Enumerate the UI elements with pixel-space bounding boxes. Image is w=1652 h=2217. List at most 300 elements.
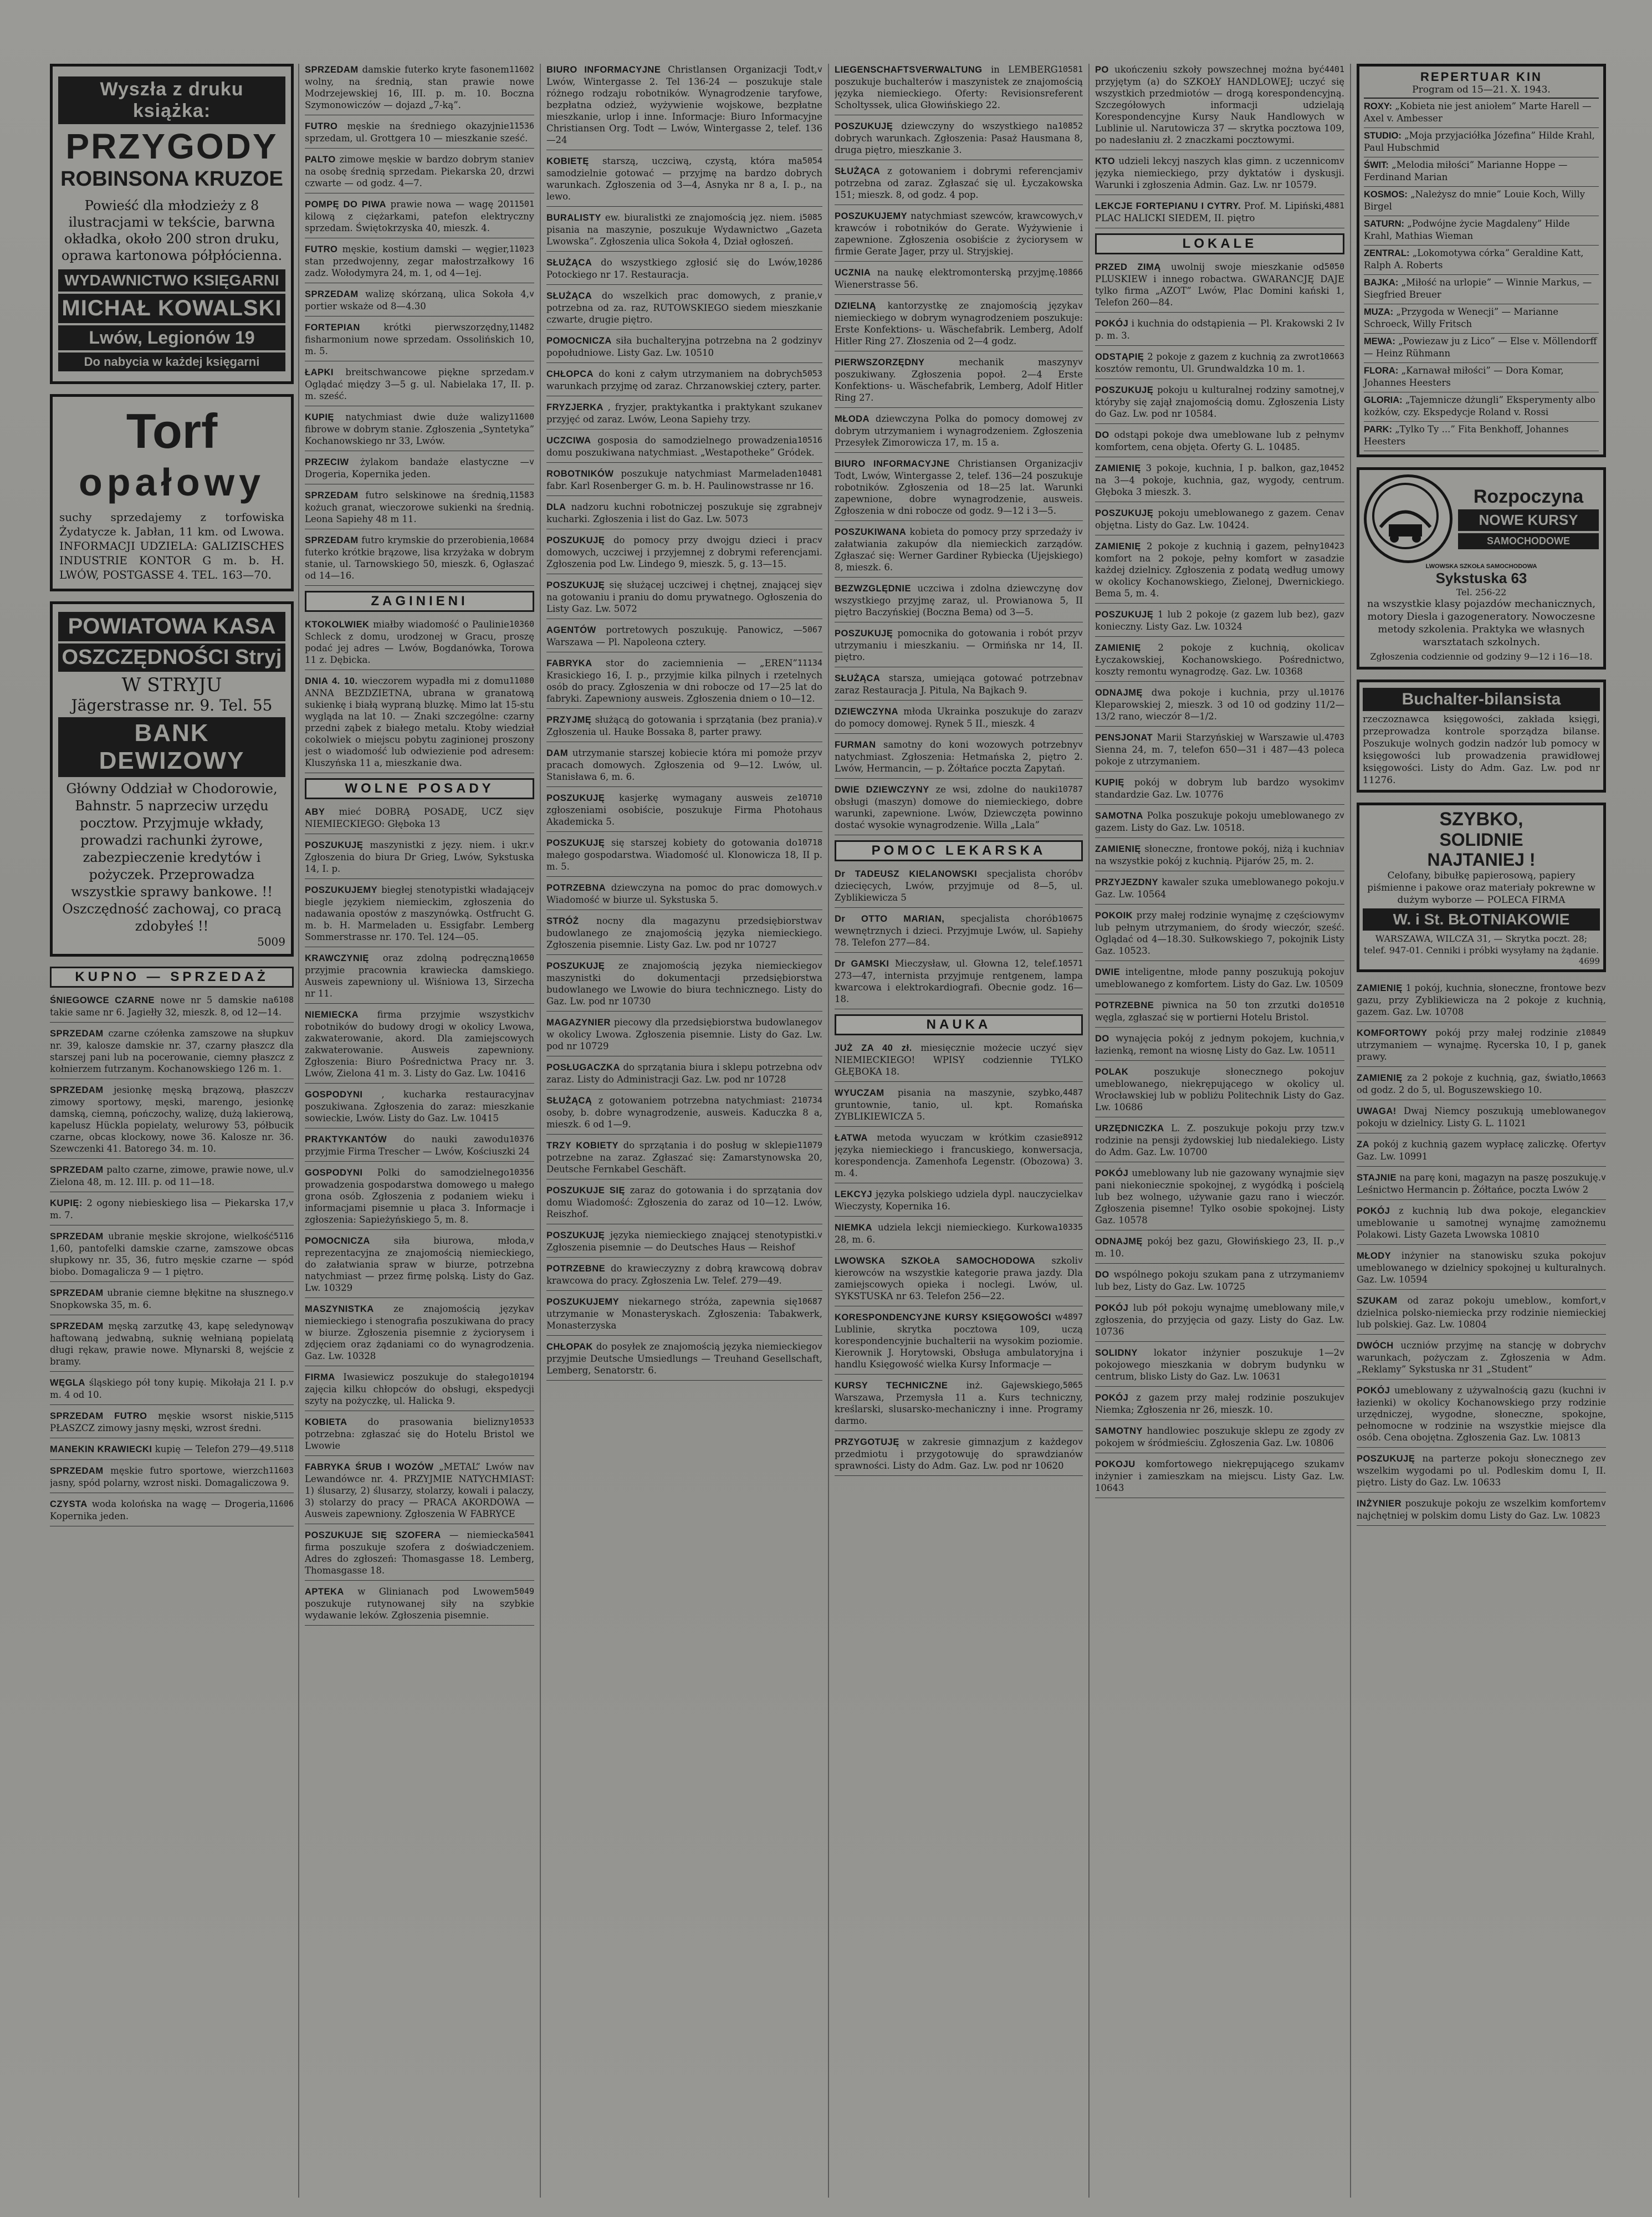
ad-text: do sprzątania i do posług w sklepie potrzebne na zaraz. Zgłaszać się: Zamarstynowska 20, Deutsche Fernkabel Geschäft. xyxy=(546,1140,822,1174)
ad-number: 10684 xyxy=(509,535,534,545)
classified-ad xyxy=(1357,1385,1606,1448)
ad-text: pokój z kuchnią gazem wypłacę zaliczkę. Oferty Gaz. Lw. 10991 xyxy=(1357,1139,1601,1162)
ad-lead: POSZUKUJĘ xyxy=(546,535,605,545)
classified-ad xyxy=(1095,642,1344,682)
ad-text: dziewczyna na pomoc do prac domowych. Wiadomość w biurze ul. Sykstuska 5. xyxy=(546,882,817,905)
ad-text: przy małej rodzinie wynajmę z częściowym lub pełnym utrzymaniem, do środy wieczór, sześć. Oglądać od 4—18.30. Sułkowskiego 7, pokojnik Listy Gaz. 10523. xyxy=(1095,910,1344,956)
ad-number: 10581 xyxy=(1057,64,1083,74)
ad-number: 5065 xyxy=(1062,1380,1083,1390)
ad-number: 11134 xyxy=(797,658,822,668)
ad-lead: ZA xyxy=(1357,1140,1369,1150)
section-header-pomoc-lekarska: POMOC LEKARSKA xyxy=(835,840,1083,861)
cinema-item xyxy=(1364,334,1599,363)
ad-lead: FABRYKA ŚRUB I WOZÓW xyxy=(305,1462,434,1472)
ad-number: 11482 xyxy=(509,322,534,332)
classified-ad xyxy=(546,155,822,207)
bank-ad-line2: OSZCZĘDNOŚCI Stryj xyxy=(58,643,285,672)
ad-number: 4881 xyxy=(1324,201,1344,211)
ad-number: v xyxy=(1077,527,1083,537)
driving-school-ad xyxy=(1357,467,1606,670)
classified-ad xyxy=(50,1410,294,1438)
classified-ad xyxy=(835,413,1083,453)
ad-number: v xyxy=(529,154,534,164)
col1-ads xyxy=(50,994,294,1526)
classified-ad xyxy=(835,739,1083,779)
classified-ad xyxy=(305,1089,534,1128)
ad-lead: DAM xyxy=(546,748,569,758)
classified-ad xyxy=(1095,1269,1344,1297)
ad-number: 10663 xyxy=(1581,1072,1606,1082)
ad-lead: POKÓJ xyxy=(1095,1393,1129,1403)
ad-lead: POMOCNICZA xyxy=(305,1236,370,1246)
ad-lead: Dr TADEUSZ KIELANOWSKI xyxy=(835,869,978,879)
ad-lead: SŁUŻĄCA xyxy=(835,673,881,683)
ad-text: miałby wiadomość o Paulinie Schleck z domu, urodzonej w Gracu, proszę podać jej adres — Lwów, Bogdanówka, Torowa 11 z. Dębicka. xyxy=(305,619,534,665)
ad-text: breitschwancowe piękne sprzedam. Oglądać między 3—5 g. ul. Nabielaka 17, II. p. m. sześć. xyxy=(305,367,534,401)
ad-number: v xyxy=(1077,673,1083,683)
ad-text: starszą, uczciwą, czystą, która ma samodzielnie gotować — przyjmę na bardzo dobrych warunkach. Zgłoszenia od 3—4, Asnyka nr 8 a, I. p., na lewo. xyxy=(546,156,822,202)
classified-ad xyxy=(50,1230,294,1282)
classified-ad xyxy=(835,706,1083,734)
classified-ad xyxy=(835,784,1083,835)
ad-text: wieczorem wypadła mi z domu ANNA BEZDZIETNA, ubrana w granatową sukienkę i białą wypraną bluzkę. Mimo lat 15-stu wygląda na lat 10. — Znaki szczególne: czarny przedni ząbek z białego metalu. Ktoby wiedział cokolwiek o miejscu pobytu zaginionej proszony jest o wiadomość lub odwiezienie pod adresem: Kluszyńska 11 a, mieszkanie dwa. xyxy=(305,676,534,768)
column-4 xyxy=(835,64,1083,2203)
cinema-name: MUZA: xyxy=(1364,307,1394,317)
ad-number: v xyxy=(529,289,534,299)
ad-number: v xyxy=(1600,983,1606,993)
ad-number: v xyxy=(1600,1498,1606,1508)
cinema-item xyxy=(1364,187,1599,216)
ad-number: 10663 xyxy=(1319,351,1344,361)
ad-number: 11603 xyxy=(268,1465,294,1475)
classified-ad xyxy=(546,1016,822,1056)
ad-text: krótki pierwszorzędny, fisharmonium nowe sprzedam. Ossolińskich 10, m. 5. xyxy=(305,322,534,356)
classified-ad xyxy=(835,583,1083,622)
ad-number: v xyxy=(1600,1340,1606,1350)
classified-ad xyxy=(546,212,822,252)
ad-lead: GOSPODYNI xyxy=(305,1090,363,1100)
ad-number: 10335 xyxy=(1057,1222,1083,1232)
column-5 xyxy=(1095,64,1344,2203)
driving-ad-head1: Rozpoczyna xyxy=(1473,486,1584,507)
ad-lead: BURALISTY xyxy=(546,213,601,223)
paper-ad xyxy=(1357,803,1606,972)
classified-ad xyxy=(546,1184,822,1224)
classified-ad xyxy=(50,1028,294,1079)
section-header-lokale: LOKALE xyxy=(1095,233,1344,254)
ad-number: v xyxy=(1077,1437,1083,1447)
cinema-name: MEWA: xyxy=(1364,336,1395,346)
cinema-item xyxy=(1364,275,1599,304)
ad-lead: TRZY KOBIETY xyxy=(546,1141,619,1151)
ad-text: Prof. M. Lipiński, PLAC HALICKI SIEDEM, II. piętro xyxy=(1095,201,1324,223)
ad-number: v xyxy=(1077,706,1083,716)
cinema-item xyxy=(1364,363,1599,392)
ad-number: v xyxy=(1600,1106,1606,1116)
ad-lead: POLAK xyxy=(1095,1067,1129,1077)
ad-number: 10360 xyxy=(509,619,534,629)
classified-ad xyxy=(1357,1027,1606,1067)
classified-ad xyxy=(835,627,1083,667)
ad-lead: KURSY TECHNICZNE xyxy=(835,1381,948,1391)
ad-text: nadzoru kuchni robotniczej poszukuje się zgrabnej kucharki. Zgłoszenia i list do Gaz. Lw. 5073 xyxy=(546,502,817,524)
ad-text: biegłej stenotypistki władającej biegle językiem niemieckim, zgłoszenia do nadawania opostów z maszynówką. Ostfrucht G. m. b. H. Marmeladen u. Essigfabr. Lemberg Sommerstrasse nr. 170. Tel. 124—05. xyxy=(305,885,534,942)
ad-lead: DO xyxy=(1095,1034,1109,1044)
ad-text: umeblowany z używalnością gazu (kuchni i łazienki) w okolicy Kochanowskiego przy rodzinie urzędniczej, wygodne, słoneczne, spokojne, pełnomocne w rodzinie na wszystkie miejsce dla osób. Cena obojętna. Zgłoszenia Gaz. Lw. 10813 xyxy=(1357,1385,1606,1443)
classified-ad xyxy=(546,657,822,709)
ad-text: handlowiec poszukuje sklepu ze zgody z pokojem w śródmieściu. Zgłoszenia Gaz. Lw. 10806 xyxy=(1095,1426,1339,1448)
ad-text: młoda Ukrainka poszukuje do zaraz do pomocy domowej. Rynek 5 II., mieszk. 4 xyxy=(835,706,1078,729)
ad-lead: DWÓCH xyxy=(1357,1341,1394,1351)
ad-number: v xyxy=(1339,385,1344,395)
classified-ad xyxy=(50,1320,294,1372)
ad-text: Polka poszukuje pokoju umeblowanego z gazem. Listy do Gaz. Lw. 10518. xyxy=(1095,810,1339,833)
classified-ad xyxy=(1095,732,1344,772)
col2-ads-b xyxy=(305,619,534,773)
ad-lead: SAMOTNA xyxy=(1095,811,1143,821)
ad-number: v xyxy=(817,580,822,590)
ad-lead: KUPIĘ xyxy=(1095,778,1124,788)
ad-text: inteligentne, młode panny poszukują pokoju umeblowanego z komfortem. Listy do Gaz. Lw. 10509 xyxy=(1095,967,1343,989)
cinema-item xyxy=(1364,99,1599,128)
ad-number: v xyxy=(529,1089,534,1099)
ad-text: — niemiecka firma poszukuje szofera z doświadczeniem. Adres do zgłoszeń: Thomasgasse 18. Lemberg, Thomasgasse 18. xyxy=(305,1530,534,1576)
ad-lead: CZYSTA xyxy=(50,1499,88,1509)
ad-number: v xyxy=(1339,1033,1344,1043)
ad-lead: SPRZEDAM xyxy=(305,491,359,500)
ad-number: v xyxy=(1600,1295,1606,1305)
ad-number: v xyxy=(817,290,822,300)
ad-lead: KRAWCZYNIĘ xyxy=(305,953,369,963)
ad-text: umeblowany lub nie gazowany wynajmie się pani niekoniecznie spokojnej, z wygódką i pościelą lub bez wolnego, używanie gazu rano i wieczór. Zgłoszenia pisemne! Tylko osobie spokojnej. Listy Gaz. 10578 xyxy=(1095,1168,1344,1225)
classified-ad xyxy=(546,1296,822,1336)
ad-number: 10849 xyxy=(1581,1028,1606,1038)
ad-number: v xyxy=(817,64,822,74)
ad-lead: NIEMKA xyxy=(835,1223,873,1233)
ad-text: się służącej uczciwej i chętnej, znającej się na gotowaniu i praniu do domu prywatnego. Ogłoszenia do Listy Gaz. Lw. 5072 xyxy=(546,580,822,614)
book-ad-address: Lwów, Legionów 19 xyxy=(58,325,285,350)
classified-ad xyxy=(835,526,1083,578)
classified-ad xyxy=(305,1303,534,1366)
classified-ad xyxy=(50,1377,294,1405)
classified-ad xyxy=(50,1164,294,1192)
ad-text: 2 pokoje z gazem z kuchnią za zwrot kosztów remontu, Ul. Grundwaldzka 10 m. 1. xyxy=(1095,351,1319,374)
classified-ad xyxy=(546,624,822,652)
ad-number: v xyxy=(1339,777,1344,787)
ad-text: z gotowaniem i dobrymi referencjami potrzebna od zaraz. Zgłaszać się ul. Łyczakowska 151; mieszk. 8, od godz. 4 pop. xyxy=(835,166,1083,200)
ad-text: pokój bez gazu, Głowińskiego 23, II. p., m. 10. xyxy=(1095,1236,1339,1259)
cinema-item xyxy=(1364,128,1599,157)
cinema-name: KOSMOS: xyxy=(1364,190,1408,200)
torf-ad-subtitle: opałowy xyxy=(78,461,265,504)
ad-text: siła biurowa, młoda, reprezentacyjna ze znajomością niemieckiego, do załatwiania spraw w biurze, potrzebna natychmiast — przez firmę polską. Listy do Gaz. Lw. 10329 xyxy=(305,1235,534,1293)
ad-text: od zaraz pokoju umeblow., komfort, dzielnica polsko-niemiecka przy rodzinie niemieckiej lub polskiej. Gaz. Lw. 10804 xyxy=(1357,1295,1606,1330)
buchalter-ad-title: Buchalter-bilansista xyxy=(1363,688,1600,711)
classified-ad xyxy=(1095,1458,1344,1498)
ad-number: v xyxy=(1600,1453,1606,1463)
ad-lead: POSZUKUJE SIĘ xyxy=(546,1186,625,1196)
classified-ad xyxy=(305,288,534,316)
ad-text: pokoju umeblowanego z gazem. Cena objętna. Listy do Gaz. Lw. 10424. xyxy=(1095,508,1339,530)
ad-number: 10510 xyxy=(1319,1000,1344,1010)
ad-text: Christiansen Organizacji Todt, Lwów, Wintergasse 2, telef. 136—24 poszukuje robotników. Zgłoszenia od 18—25 lat. Warunki zapewnione, dobre wynagrodzenie, ausweis. Zgłoszenia w dni robocze od godz. 9—12 i 3—5. xyxy=(835,458,1083,516)
book-ad-body: Powieść dla młodzieży z 8 ilustracjami w tekście, barwna okładka, około 200 stron druku, oprawa kartonowa półpłócienna. xyxy=(61,198,283,263)
ad-text: prawie nowa — wagę 20 kilową z ciężarkami, patefon elektryczny sprzedam. Świętokrzyska 40, mieszk. 4. xyxy=(305,199,534,233)
cinema-film: „Kobieta nie jest aniołem” Marte Harell — Axel v. Ambesser xyxy=(1364,101,1592,124)
ad-number: 10423 xyxy=(1319,541,1344,551)
torf-ad-body: suchy sprzedajemy z torfowiska Żydatycze k. Jabłan, 11 km. od Lwowa. INFORMACJI UDZIELA: GALIZISCHES INDUSTRIE KONTOR G m. b. H. LWÓW, POSTGASSE 4. TEL. 163—70. xyxy=(59,510,284,581)
classified-ad xyxy=(1357,1105,1606,1133)
ad-lead: POMPĘ DO PIWA xyxy=(305,200,386,210)
paper-ad-firm: W. i St. BŁOTNIAKOWIE xyxy=(1363,908,1600,931)
cinema-name: SATURN: xyxy=(1364,219,1405,229)
ad-lead: POKÓJ xyxy=(1095,1303,1129,1313)
ad-text: pokoju u kulturalnej rodziny samotnej, któryby się zajął znajomością domu. Zgłoszenia Listy do Gaz. Lw. pod nr 10584. xyxy=(1095,385,1344,419)
paper-ad-line2: SOLIDNIE xyxy=(1439,830,1523,850)
ad-text: języka polskiego udziela dypl. nauczycielka Wieczysty, Kopernika 16. xyxy=(835,1189,1078,1212)
classified-ad xyxy=(1095,1066,1344,1117)
ad-text: w Lublinie, skrytka pocztowa 109, uczą korespondencyjnie buchalterii na wysokim poziomie. Kierownik J. Horytowski, Obsługa ambulatoryjna i handlu Księgowość wielka Kursy Informacje — xyxy=(835,1312,1083,1370)
ad-number: 5116 xyxy=(273,1231,294,1241)
ad-number: 10787 xyxy=(1057,784,1083,794)
ad-text: damskie futerko kryte fasonem wolny, na średnią, stan prawie nowe Modrzejewskiej 16, III. p. m. 10. Boczna Szymonowiczów — dojazd „7-ką”. xyxy=(305,64,534,110)
classified-ad xyxy=(1095,999,1344,1028)
ad-lead: POSZUKUJĘ xyxy=(1095,385,1154,395)
ad-number: v xyxy=(288,1377,294,1387)
classified-ad xyxy=(546,368,822,396)
ad-lead: POKOJU xyxy=(1095,1459,1136,1469)
ad-text: natychmiast szewców, krawcowych, krawców i robotników do Gerate. Wyżywienie i zapewnione. Zgłoszenia osobiście z życiorysem w firmie Gerate Jager, przy ul. Stryjskiej. xyxy=(835,211,1083,257)
ad-lead: KOBIETA xyxy=(305,1417,347,1427)
classified-ad xyxy=(1095,261,1344,313)
ad-number: v xyxy=(1339,1269,1344,1279)
ad-lead: PRZYJEZDNY xyxy=(1095,877,1159,887)
ad-text: kupię — Telefon 279—49. xyxy=(155,1444,274,1454)
ad-lead: POSZUKUJĘ xyxy=(1357,1454,1415,1464)
classified-ad xyxy=(835,1188,1083,1217)
ad-text: ew. biuralistki ze znajomością jęz. niem. i pisania na maszynie, poszukuje Wydawnictwo „Gazeta Lwowska”. Zgłoszenia ulica Sokoła 4, Dział ogłoszeń. xyxy=(546,212,822,247)
bank-ad-line1: POWIATOWA KASA xyxy=(58,612,285,641)
classified-ad xyxy=(50,1443,294,1460)
ad-text: w zakresie gimnazjum z każdego przedmiotu i przygotowuję do sprawdzianów sprawności. Listy do Adm. Gaz. Lw. pod nr 10620 xyxy=(835,1437,1083,1471)
ad-lead: INŻYNIER xyxy=(1357,1499,1402,1509)
ad-text: ze znajomością języka niemieckiego i stenografia poszukiwana do pracy w biurze. Zgłoszenia pisemnie z życiorysem i zdjęciem oraz żądaniami co do wynagrodzenia. Gaz. Lw. 10328 xyxy=(305,1304,534,1361)
classified-ad xyxy=(305,839,534,879)
ad-text: ubranie ciemne błękitne na słusznego. Snopkowska 35, m. 6. xyxy=(50,1288,289,1310)
bank-ad-number: 5009 xyxy=(257,935,285,948)
ad-text: Polki do samodzielnego prowadzenia gospodarstwa domowego u małego grona osób. Zgłoszenia z podaniem wieku i informacjami pisemnie u płaca 3. Informacje i zgłoszenia: Sapieżyńskiego 5, m. 8. xyxy=(305,1167,534,1225)
ad-number: v xyxy=(1077,583,1083,593)
classified-ad xyxy=(835,1087,1083,1127)
classified-ad xyxy=(305,1133,534,1162)
ad-number: v xyxy=(1339,967,1344,977)
ad-lead: POTRZEBNE xyxy=(546,1264,606,1274)
ad-number: v xyxy=(817,1341,822,1351)
ad-lead: SPRZEDAM xyxy=(50,1321,104,1331)
ad-text: do nauki zawodu przyjmie Firma Trescher — Lwów, Kościuszki 24 xyxy=(305,1134,530,1157)
ad-number: v xyxy=(288,1321,294,1331)
cinema-name: GLORIA: xyxy=(1364,395,1403,405)
ad-text: śląskiego pół tony kupię. Mikołaja 21 I. p. m. 4 od 10. xyxy=(50,1377,289,1400)
classified-ad xyxy=(1095,1235,1344,1264)
classified-ad xyxy=(1095,810,1344,838)
ad-lead: KTO xyxy=(1095,156,1116,166)
ad-number: 8912 xyxy=(1062,1132,1083,1142)
ad-lead: MŁODY xyxy=(1357,1251,1392,1261)
ad-text: komfortowego niekrępującego szukam inżynier i zamieszkam na miejscu. Listy Gaz. Lw. 10643 xyxy=(1095,1459,1344,1493)
ad-text: walizę skórzaną, ulica Sokoła 4, portier wskaże od 8—4.30 xyxy=(305,289,529,311)
ad-number: 10571 xyxy=(1057,958,1083,968)
classified-ad xyxy=(1357,1138,1606,1167)
ad-text: wynajęcia pokój z jednym pokojem, kuchnia, łazienką, remont na wiosnę Listy do Gaz. Lw. 10511 xyxy=(1095,1033,1339,1056)
ad-number: v xyxy=(1077,166,1083,176)
ad-text: na parterze pokoju słonecznego ze wszelkim wygodami po ul. Podleskim domu I, II. piętro. Listy do Gaz. Lw. 10633 xyxy=(1357,1453,1606,1488)
ad-lead: FRYZJERKA xyxy=(546,402,603,412)
driving-ad-head2: NOWE KURSY xyxy=(1458,509,1599,531)
ad-lead: POSZUKUJĘ xyxy=(546,961,605,971)
ad-number: v xyxy=(817,961,822,970)
ad-number: v xyxy=(817,402,822,412)
ad-text: inżynier na stanowisku szuka pokoju umeblowanego w dzielnicy spokojnej u kulturalnych. Gaz. Lw. 10594 xyxy=(1357,1250,1606,1285)
classified-ad xyxy=(835,64,1083,115)
buchalter-ad xyxy=(1357,680,1606,793)
ad-number: v xyxy=(1339,1426,1344,1436)
ad-text: uczniów przyjmę na stancję w dobrych warunkach, pożyczam z. Zgłoszenia w Adm. „Reklamy” Sykstuska nr 31 „Student” xyxy=(1357,1340,1606,1375)
classified-ad xyxy=(546,747,822,787)
classified-ad xyxy=(835,672,1083,701)
classified-ad xyxy=(1095,200,1344,228)
ad-lead: DZIELNĄ xyxy=(835,301,876,311)
cinema-film: „Tylko Ty ...” Fita Benkhoff, Johannes Heesters xyxy=(1364,424,1569,447)
ad-text: do krawieczyzny z dobrą krawcową dobra krawcowa do pracy. Zgłoszenia Lw. Telef. 279—49. xyxy=(546,1263,817,1286)
classified-ad xyxy=(1357,1498,1606,1526)
ad-text: na naukę elektromonterską przyjmę. Wienerstrasse 56. xyxy=(835,267,1058,290)
ad-lead: SPRZEDAM xyxy=(50,1029,104,1039)
ad-text: „METAL” Lwów na Lewandówce nr. 4. PRZYJMIE NATYCHMIAST: 1) ślusarzy, 2) ślusarzy, stolarzy, kowali i palaczy, 3) stolarzy do pracy — PRACA AKORDOWA — Ausweis zapewniony. Zgłoszenia W FABRYCE xyxy=(305,1462,534,1519)
classified-ad xyxy=(835,356,1083,408)
ad-text: kawaler szuka umeblowanego pokoju. Gaz. Lw. 10564 xyxy=(1095,877,1339,900)
ad-text: do wszelkich prac domowych, z pranie, potrzebna od za. raz, RUTOWSKIEGO siedem mieszkanie czwarte, drugie piętro. xyxy=(546,290,822,325)
classified-ad xyxy=(546,837,822,877)
ad-lead: MŁODA xyxy=(835,414,870,424)
ad-text: uczciwa i zdolna dziewczynę do wszystkiego przyjmę zaraz, ul. Prowianowa 5, II piętro Baczyńskiej (Boczna Bema) od 3—5. xyxy=(835,583,1083,617)
ad-text: męską zarzutkę 43, kapę seledynową haftowaną jedwabną, suknię wełnianą popielatą długi rękaw, prawie nowe. Młynarski 8, wejście z bramy. xyxy=(50,1321,294,1367)
ad-lead: PO xyxy=(1095,65,1109,75)
ad-lead: LEKCYJ xyxy=(835,1189,873,1199)
classified-ad xyxy=(1095,384,1344,424)
cinema-name: BAJKA: xyxy=(1364,278,1399,288)
classified-ad xyxy=(546,401,822,430)
ad-number: v xyxy=(1077,739,1083,749)
ad-text: dziewczyny do wszystkiego na dobrych warunkach. Zgłoszenia: Pasaż Hausmana 8, druga piętro, mieszkanie 3. xyxy=(835,121,1083,155)
ad-number: 10650 xyxy=(509,953,534,963)
classified-ad xyxy=(546,579,822,619)
driving-ad-foot: Zgłoszenia codziennie od godziny 9—12 i 16—18. xyxy=(1370,651,1593,662)
ad-text: firma przyjmie wszystkich robotników do budowy drogi w okolicy Lwowa, zakwaterowanie, akord. Dla zamiejscowych zakwaterowanie. Ausweis zapewniony. Zgłoszenia: Biuro Pośrednictwa Pracy nr. 3. Lwów, Zielona 41 m. 3. Listy do Gaz. Lw. 10416 xyxy=(305,1009,534,1079)
ad-lead: POSZUKUJĘ xyxy=(305,840,364,850)
section-header-nauka: NAUKA xyxy=(835,1014,1083,1035)
ad-text: do posyłek ze znajomością języka niemieckiego przyjmie Deutsche Umsiedlungs — Treuhand Gesellschaft, Lemberg, Senatorstr. 6. xyxy=(546,1341,822,1376)
cinema-film: „Podwójne życie Magdaleny” Hilde Krahl, Mathias Wieman xyxy=(1364,218,1570,241)
cinema-item xyxy=(1364,422,1599,451)
ad-lead: ŚNIEGOWCE CZARNE xyxy=(50,995,155,1005)
ad-number: 11606 xyxy=(268,1499,294,1509)
bank-ad xyxy=(50,601,294,957)
cinema-film: „Moja przyjaciółka Józefina” Hilde Krahl, Paul Hubschmid xyxy=(1364,130,1595,153)
book-ad-line1: Wyszła z druku książka: xyxy=(58,76,285,124)
classified-ad xyxy=(1357,1172,1606,1200)
book-ad-publisher2: MICHAŁ KOWALSKI xyxy=(58,294,285,323)
ad-number: 5085 xyxy=(802,212,822,222)
col6-ads xyxy=(1357,982,1606,1526)
ad-text: Iwasiewicz poszukuje do stałego zajęcia kilku chłopców do obsługi, ekspedycji szyty na pożyczkę, ul. Halicka 9. xyxy=(305,1372,534,1406)
ad-number: 10516 xyxy=(797,435,822,445)
driving-school-logo-icon xyxy=(1364,474,1452,563)
ad-lead: UCZNIA xyxy=(835,268,871,278)
ad-lead: UCZCIWA xyxy=(546,436,591,446)
ad-lead: FUTRO xyxy=(305,121,338,131)
classified-ad xyxy=(305,675,534,773)
ad-lead: POKÓJ xyxy=(1357,1206,1390,1216)
paper-ad-address: WARSZAWA, WILCZA 31, — Skrytka poczt. 28; telef. 947-01. Cenniki i próbki wysyłamy na żądanie. xyxy=(1363,933,1599,956)
classified-ad xyxy=(546,960,822,1012)
ad-number: 10710 xyxy=(797,793,822,803)
classified-ad xyxy=(835,267,1083,295)
ad-number: v xyxy=(529,1009,534,1019)
ad-number: v xyxy=(1077,458,1083,468)
ad-lead: CHŁOPAK xyxy=(546,1342,593,1352)
section-header-zaginieni: ZAGINIENI xyxy=(305,591,534,612)
ad-text: piecowy dla przedsiębiorstwa budowlanego w okolicy Lwowa. Zgłoszenia pisemnie. Listy do Gaz. Lw. pod nr 10729 xyxy=(546,1017,822,1051)
ad-lead: POSZUKUJĘ xyxy=(546,580,605,590)
ad-number: v xyxy=(817,335,822,345)
ad-number: v xyxy=(1339,1302,1344,1312)
classified-ad xyxy=(1095,351,1344,379)
ad-number: v xyxy=(1600,1385,1606,1395)
ad-lead: POSZUKUJE SIĘ SZOFERA xyxy=(305,1530,441,1540)
ad-number: 11600 xyxy=(509,412,534,422)
ad-text: palto czarne, zimowe, prawie nowe, ul. Zielona 48, m. 12. III. p. od 11—18. xyxy=(50,1164,289,1187)
classified-ad xyxy=(305,456,534,484)
ad-text: służącą do gotowania i sprzątania (bez prania). Zgłoszenia ul. Hauke Bossaka 8, parter prawy. xyxy=(546,714,817,737)
ad-number: v xyxy=(1339,1123,1344,1133)
classified-ad xyxy=(1095,609,1344,637)
classified-ad xyxy=(1357,1250,1606,1290)
ad-lead: POTRZEBNA xyxy=(546,883,606,893)
cinema-item xyxy=(1364,392,1599,422)
ad-text: kantorzystkę ze znajomością języka niemieckiego w dobrym wynagrodzeniem poszukuje: Erste Konfektions- u. Wäschefabrik. Lemberg, Adolf Hitler Ring 27. Złoszenia od 2—4 godz. xyxy=(835,300,1083,346)
ad-text: za 2 pokoje z kuchnią, gaz, światło, od godz. 2 do 5, ul. Boguszewskiego 10. xyxy=(1357,1072,1581,1095)
ad-text: piwnica na 50 ton zrzutki do węgla, zgłaszać się w portierni Hotelu Bristol. xyxy=(1095,1000,1319,1023)
classified-ad xyxy=(305,952,534,1004)
ad-lead: BIURO INFORMACYJNE xyxy=(546,65,661,75)
ad-text: do wszystkiego zgłosić się do Lwów, Potockiego nr 17. Restauracja. xyxy=(546,257,797,280)
ad-text: oraz zdolną podręczną przyjmie pracownia krawiecka damskiego. Ausweis zapewniony ul. Wiśniowa 13, Sirzecha nr 11. xyxy=(305,953,534,999)
ad-lead: NIEMIECKA xyxy=(305,1010,359,1020)
ad-text: natychmiast dwie duże walizy fibrowe w dobrym stanie. Zgłoszenia „Syntetyka” Kochanowskiego nr 33, Lwów. xyxy=(305,412,534,446)
col4-ads-b xyxy=(835,868,1083,1009)
cinema-name: ZENTRAL: xyxy=(1364,248,1410,258)
ad-lead: POSZUKUJEMY xyxy=(546,1297,620,1307)
ad-lead: SPRZEDAM xyxy=(50,1085,104,1095)
ad-number: v xyxy=(1077,300,1083,310)
cinema-film: „Powiezaw ju z Lico” — Else v. Möllendorff — Heinz Rühmann xyxy=(1364,336,1597,359)
classified-ad xyxy=(835,165,1083,205)
classified-ad xyxy=(546,1341,822,1381)
ad-lead: FABRYKA xyxy=(546,658,592,668)
cinema-name: ŚWIT: xyxy=(1364,160,1389,170)
ad-lead: ODNAJMĘ xyxy=(1095,1237,1143,1247)
